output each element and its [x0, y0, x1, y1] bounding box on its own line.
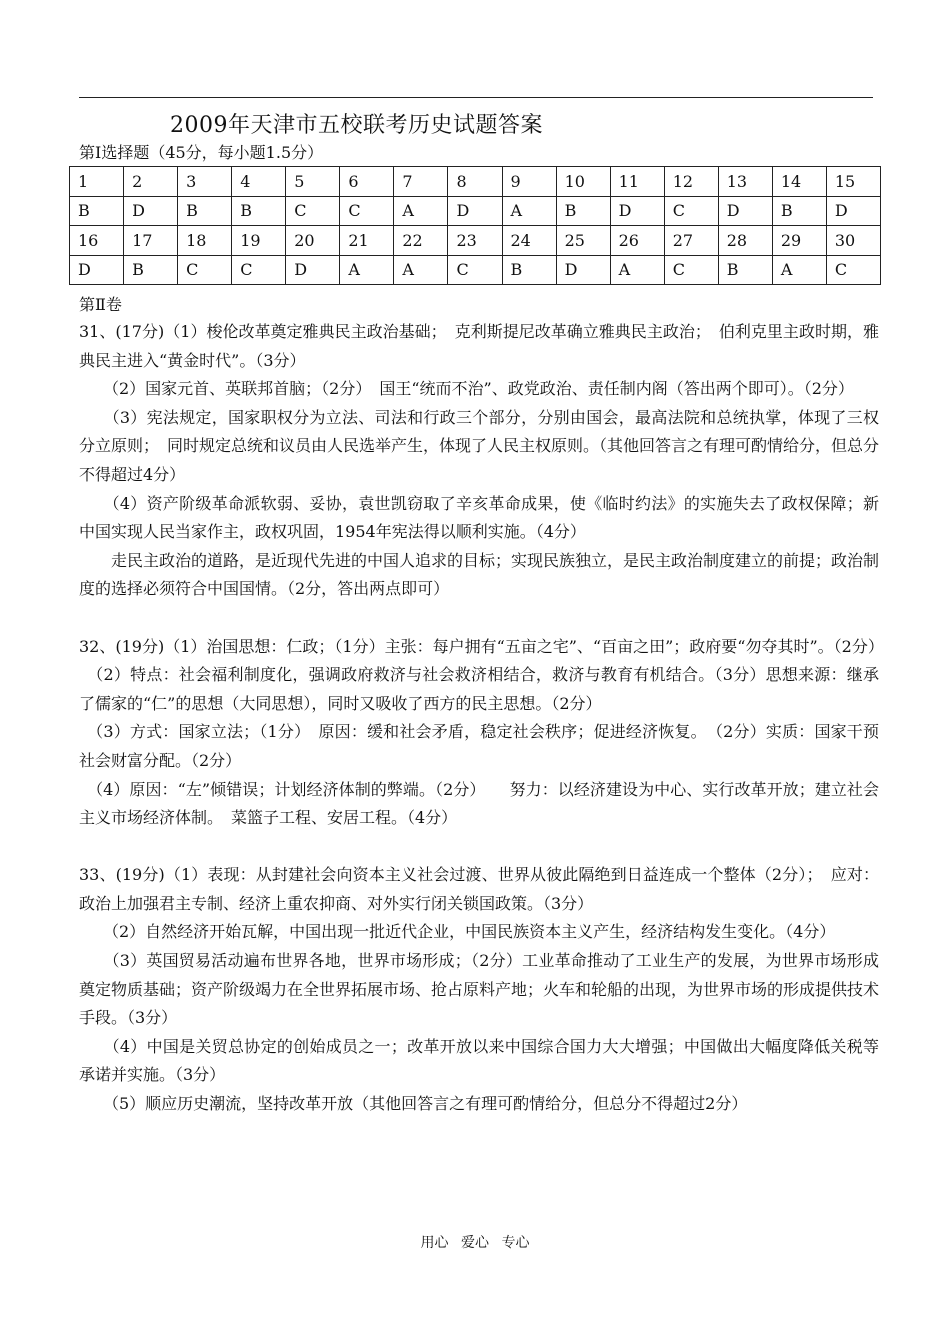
- table-cell: 29: [772, 226, 826, 256]
- table-cell: D: [826, 196, 880, 226]
- table-cell: 3: [178, 167, 232, 197]
- paragraph-gap: [79, 604, 879, 633]
- table-cell: 13: [718, 167, 772, 197]
- answer-paragraph: （2）特点：社会福利制度化，强调政府救济与社会救济相结合，救济与教育有机结合。（3分）思想来源：继承了儒家的“仁”的思想（大同思想），同时又吸收了西方的民主思想。（2分）: [79, 665, 879, 713]
- table-cell: B: [772, 196, 826, 226]
- table-cell: 26: [610, 226, 664, 256]
- table-cell: C: [448, 255, 502, 285]
- table-cell: 11: [610, 167, 664, 197]
- table-cell: 8: [448, 167, 502, 197]
- table-cell: D: [610, 196, 664, 226]
- table-cell: 4: [232, 167, 286, 197]
- table-cell: 27: [664, 226, 718, 256]
- answer-paragraph: 31、(17分)（1）梭伦改革奠定雅典民主政治基础； 克利斯提尼改革确立雅典民主政治； 伯利克里主政时期，雅典民主进入“黄金时代”。（3分）: [79, 322, 879, 370]
- answer-paragraph: 走民主政治的道路，是近现代先进的中国人追求的目标；实现民族独立，是民主政治制度建立的前提；政治制度的选择必须符合中国国情。（2分，答出两点即可）: [79, 550, 880, 599]
- table-cell: 16: [70, 226, 124, 256]
- answer-paragraph: （3）宪法规定，国家职权分为立法、司法和行政三个部分，分别由国会，最高法院和总统执掌，体现了三权分立原则； 同时规定总统和议员由人民选举产生，体现了人民主权原则。（其他回答言之有理可酌情给分，但总分不得超过4分）: [79, 407, 880, 484]
- table-cell: 10: [556, 167, 610, 197]
- table-cell: B: [70, 196, 124, 226]
- header-rule: [79, 97, 873, 98]
- answer-paragraph: （2）国家元首、英联邦首脑；（2分） 国王“统而不治”、政党政治、责任制内阁（答出两个即可）。（2分）: [79, 379, 854, 399]
- table-row: [70, 167, 881, 197]
- answer-paragraph: （4）原因：“左”倾错误；计划经济体制的弊端。（2分） 努力：以经济建设为中心、实行改革开放；建立社会主义市场经济体制。 菜篮子工程、安居工程。（4分）: [79, 779, 879, 828]
- table-cell: D: [448, 196, 502, 226]
- table-cell: B: [502, 255, 556, 285]
- table-cell: A: [772, 255, 826, 285]
- page-title: 2009年天津市五校联考历史试题答案: [170, 113, 543, 138]
- table-cell: C: [826, 255, 880, 285]
- table-cell: B: [124, 255, 178, 285]
- section-2-heading: 第Ⅱ卷: [79, 295, 122, 314]
- table-cell: B: [232, 196, 286, 226]
- table-cell: C: [664, 196, 718, 226]
- table-cell: A: [610, 255, 664, 285]
- table-cell: B: [178, 196, 232, 226]
- table-cell: C: [664, 255, 718, 285]
- table-cell: C: [286, 196, 340, 226]
- table-cell: 6: [340, 167, 394, 197]
- table-cell: D: [718, 196, 772, 226]
- table-cell: 18: [178, 226, 232, 256]
- table-cell: 22: [394, 226, 448, 256]
- section-1-heading: 第Ⅰ选择题（45分，每小题1.5分）: [79, 143, 324, 162]
- table-cell: A: [394, 196, 448, 226]
- table-cell: D: [286, 255, 340, 285]
- table-cell: D: [70, 255, 124, 285]
- table-cell: 12: [664, 167, 718, 197]
- table-cell: 5: [286, 167, 340, 197]
- answer-paragraph: （4）资产阶级革命派软弱、妥协，袁世凯窃取了辛亥革命成果，使《临时约法》的实施失去了政权保障；新中国实现人民当家作主，政权巩固，1954年宪法得以顺利实施。（4分）: [79, 493, 879, 542]
- table-cell: 20: [286, 226, 340, 256]
- table-row: [70, 255, 881, 285]
- table-cell: C: [340, 196, 394, 226]
- table-cell: 25: [556, 226, 610, 256]
- answer-paragraph: 32、(19分)（1）治国思想：仁政；（1分）主张：每户拥有“五亩之宅”、“百亩之田”；政府要“勿夺其时”。（2分）: [79, 636, 884, 656]
- table-cell: 2: [124, 167, 178, 197]
- answer-paragraph: （3）方式：国家立法；（1分） 原因：缓和社会矛盾，稳定社会秩序；促进经济恢复。 （2分）实质：国家干预社会财富分配。（2分）: [79, 722, 879, 770]
- table-cell: 7: [394, 167, 448, 197]
- answer-paragraph: 33、(19分)（1）表现：从封建社会向资本主义社会过渡、世界从彼此隔绝到日益连成一个整体（2分）； 应对：政治上加强君主专制、经济上重农抑商、对外实行闭关锁国政策。（3分）: [79, 865, 879, 913]
- table-cell: 28: [718, 226, 772, 256]
- table-cell: 1: [70, 167, 124, 197]
- page-footer: 用心 爱心 专心: [420, 1235, 530, 1251]
- table-cell: D: [124, 196, 178, 226]
- table-row: [70, 226, 881, 256]
- table-cell: C: [178, 255, 232, 285]
- table-cell: 14: [772, 167, 826, 197]
- table-cell: 15: [826, 167, 880, 197]
- table-row: [70, 196, 881, 226]
- table-cell: B: [556, 196, 610, 226]
- paragraph-gap: [79, 833, 879, 862]
- table-cell: A: [394, 255, 448, 285]
- table-cell: D: [556, 255, 610, 285]
- table-cell: 24: [502, 226, 556, 256]
- answer-body: [79, 318, 884, 1119]
- answer-paragraph: （2）自然经济开始瓦解，中国出现一批近代企业，中国民族资本主义产生，经济结构发生变化。（4分）: [79, 922, 836, 942]
- answer-table: [69, 166, 881, 285]
- table-cell: 23: [448, 226, 502, 256]
- table-cell: 17: [124, 226, 178, 256]
- table-cell: A: [502, 196, 556, 226]
- table-cell: 30: [826, 226, 880, 256]
- table-cell: 19: [232, 226, 286, 256]
- table-cell: 9: [502, 167, 556, 197]
- answer-paragraph: （4）中国是关贸总协定的创始成员之一；改革开放以来中国综合国力大大增强；中国做出大幅度降低关税等承诺并实施。（3分）: [79, 1036, 879, 1085]
- table-cell: 21: [340, 226, 394, 256]
- table-cell: A: [340, 255, 394, 285]
- answer-paragraph: （5）顺应历史潮流，坚持改革开放（其他回答言之有理可酌情给分，但总分不得超过2分）: [79, 1094, 748, 1114]
- answer-paragraph: （3）英国贸易活动遍布世界各地，世界市场形成；（2分）工业革命推动了工业生产的发展，为世界市场形成奠定物质基础；资产阶级竭力在全世界拓展市场、抢占原料产地；火车和轮船的出现，为世界市场的形成提供技术手段。（3分）: [79, 951, 880, 1028]
- table-cell: C: [232, 255, 286, 285]
- table-cell: B: [718, 255, 772, 285]
